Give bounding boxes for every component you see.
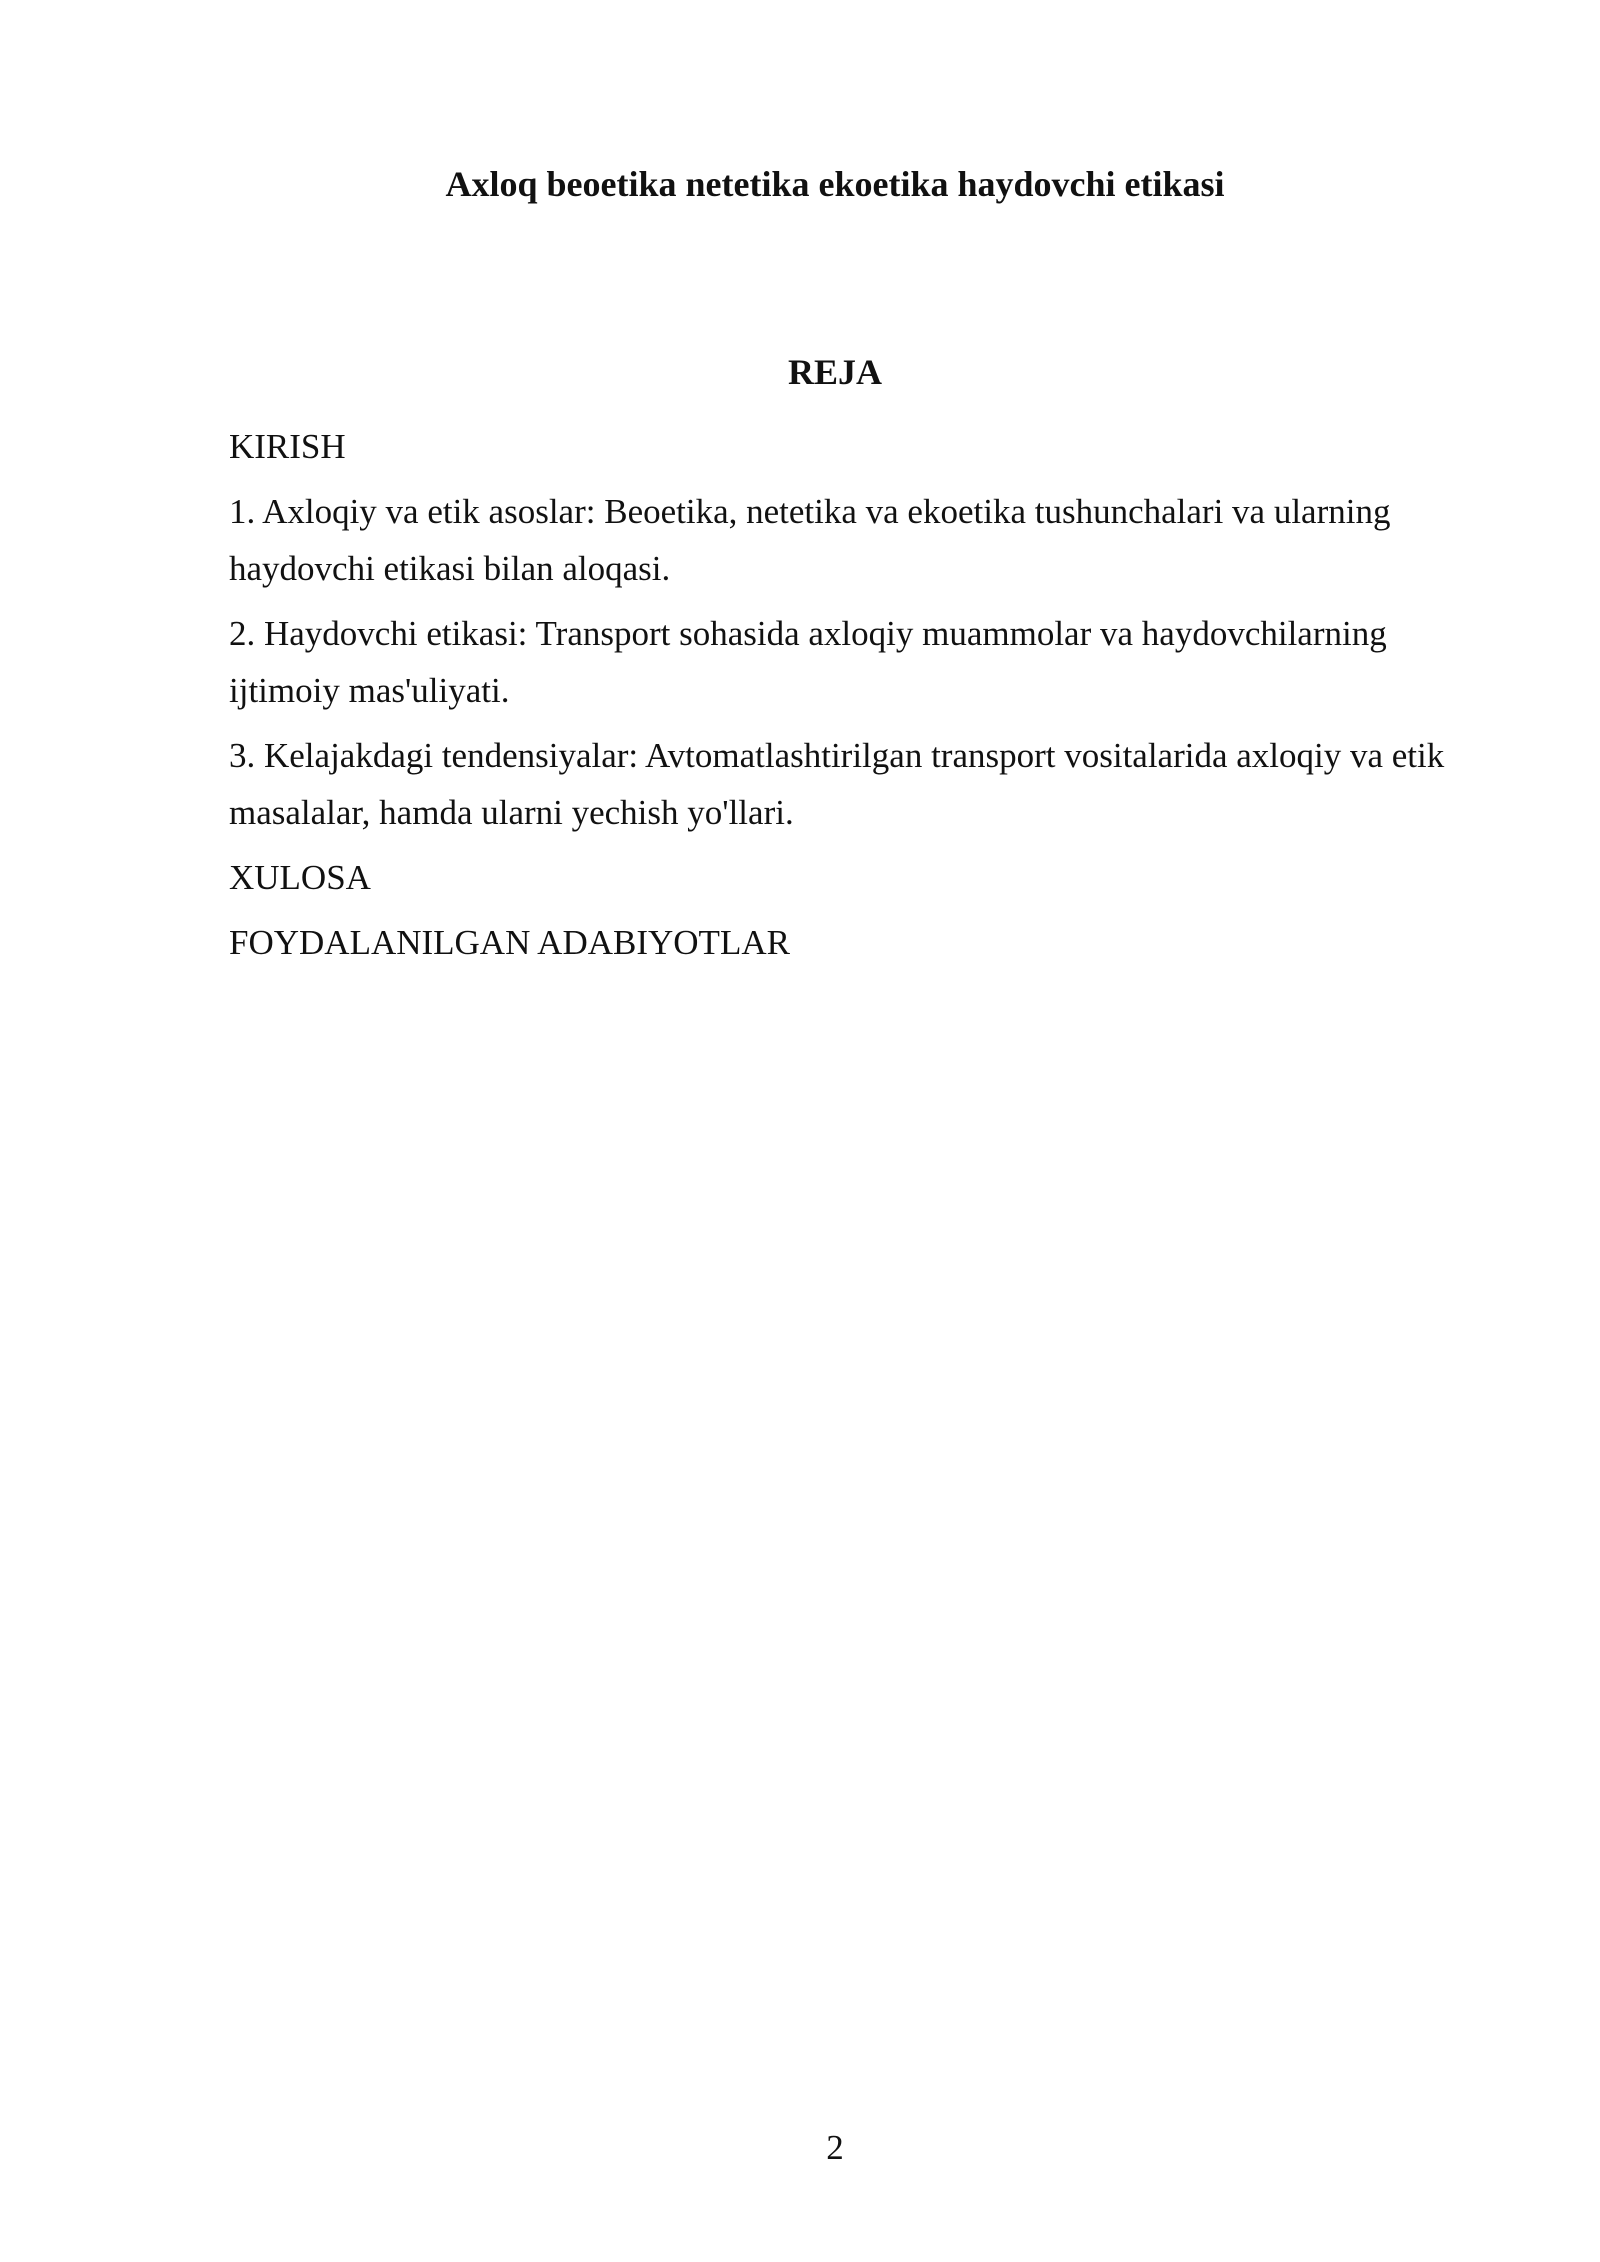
plan-item-2: 2. Haydovchi etikasi: Transport sohasida axloqiy muammolar va haydovchilarning ijtimoiy mas'uliyati. [229, 614, 1387, 710]
plan-heading: REJA [787, 352, 882, 392]
page-number: 2 [826, 2128, 844, 2167]
plan-references: FOYDALANILGAN ADABIYOTLAR [229, 923, 790, 962]
plan-conclusion: XULOSA [229, 858, 371, 897]
plan-item-1: 1. Axloqiy va etik asoslar: Beoetika, netetika va ekoetika tushunchalari va ularning haydovchi etikasi bilan aloqasi. [229, 492, 1391, 588]
plan-intro: KIRISH [229, 427, 346, 466]
plan-list [229, 418, 1489, 979]
document-title: Axloq beoetika netetika ekoetika haydovchi etikasi [445, 164, 1225, 204]
plan-item-3: 3. Kelajakdagi tendensiyalar: Avtomatlashtirilgan transport vositalarida axloqiy va etik masalalar, hamda ularni yechish yo'llari. [229, 736, 1445, 832]
